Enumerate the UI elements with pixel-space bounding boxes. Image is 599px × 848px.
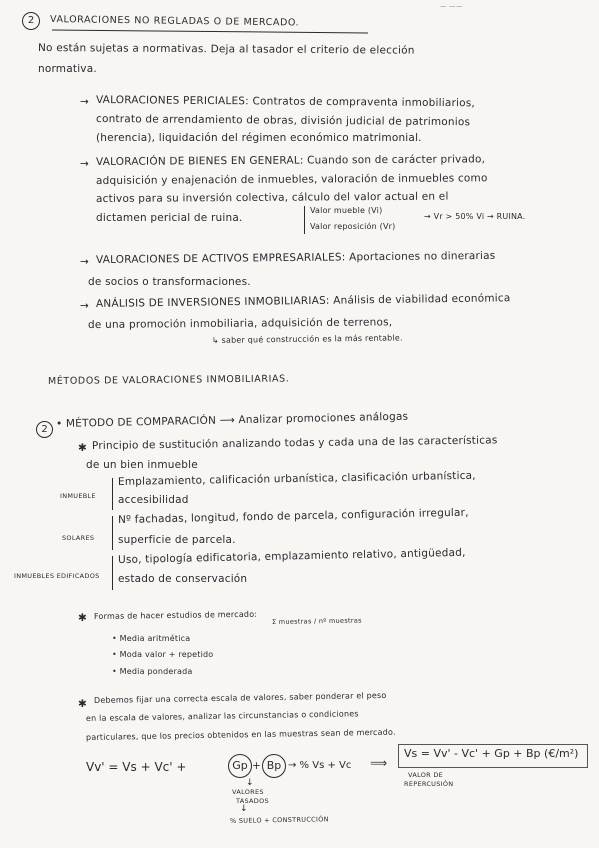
intro-line-2: normativa. (38, 63, 97, 75)
item-periciales-line-3: (herencia), liquidación del régimen económico matrimonial. (96, 132, 422, 144)
group-inmueble-line-2: accesibilidad (118, 494, 189, 506)
section-number: 2 (27, 15, 35, 26)
formas-title: Formas de hacer estudios de mercado: (93, 609, 258, 621)
ruina-valor-mueble: Valor mueble (Vi) (310, 206, 383, 215)
formula-implies: ⟹ (370, 756, 388, 770)
principio-line-1: Principio de sustitución analizando todas y cada una de las características (91, 434, 498, 452)
bp-label: Bp (266, 759, 282, 772)
bullet-arrow: → (80, 96, 89, 108)
bullet-arrow: → (80, 300, 89, 312)
gp-circle (228, 754, 252, 778)
group-brace (112, 478, 113, 510)
metodo-comparacion-heading: • MÉTODO DE COMPARACIÓN ⟶ Analizar promociones análogas (55, 410, 409, 430)
principio-line-2: de un bien inmueble (86, 459, 198, 471)
item-periciales-line-1: VALORACIONES PERICIALES: Contratos de compraventa inmobiliarios, (95, 94, 476, 110)
group-brace (112, 516, 113, 550)
note-suelo-construccion: % SUELO + CONSTRUCCIÓN (229, 815, 329, 825)
group-solares-line-2: superficie de parcela. (118, 534, 236, 546)
item-inversiones-line-2: de una promoción inmobiliaria, adquisición de terrenos, (87, 316, 393, 331)
item-bienes-line-1: VALORACIÓN DE BIENES EN GENERAL: Cuando son de carácter privado, (95, 153, 486, 168)
escala-line-1: Debemos fijar una correcta escala de valores, saber ponderar el peso (93, 690, 387, 705)
item-inversiones-line-1: ANÁLISIS DE INVERSIONES INMOBILIARIAS: Análisis de viabilidad económica (95, 292, 511, 310)
group-edificados-line-1: Uso, tipología edificatoria, emplazamiento relativo, antigüedad, (117, 546, 466, 566)
group-brace (112, 556, 113, 590)
group-solares-line-1: Nº fachadas, longitud, fondo de parcela, configuración irregular, (117, 506, 469, 526)
item-bienes-line-4: dictamen pericial de ruina. (96, 212, 243, 224)
bp-circle (262, 754, 286, 778)
item-activos-line-1: VALORACIONES DE ACTIVOS EMPRESARIALES: Aportaciones no dinerarias (95, 249, 496, 266)
metodos-number-circle (36, 421, 53, 438)
note-valores: VALORES (232, 788, 264, 796)
forma-media-ponderada: • Media ponderada (112, 667, 193, 676)
formula-left: Vv' = Vs + Vc' + (86, 760, 187, 774)
metodos-title: MÉTODOS DE VALORACIONES INMOBILIARIAS. (47, 373, 290, 387)
escala-line-3: particulares, que los precios obtenidos en las muestras sean de mercado. (85, 727, 396, 742)
group-label-inmueble: INMUEBLE (60, 492, 96, 500)
item-bienes-line-2: adquisición y enajenación de inmuebles, valoración de inmuebles como (95, 172, 488, 187)
plus-sign: + (252, 760, 261, 772)
star-icon: ✱ (78, 698, 87, 710)
group-label-solares: SOLARES (62, 534, 95, 542)
bullet-arrow: → (80, 158, 89, 170)
intro-line-1: No están sujetas a normativas. Deja al tasador el criterio de elección (37, 42, 415, 57)
formula-right: → % Vs + Vc (288, 760, 352, 771)
down-arrow-icon: ↓ (246, 778, 254, 788)
ruina-brace (304, 206, 305, 234)
forma-label: Media aritmética (119, 634, 191, 643)
item-activos-line-2: de socios o transformaciones. (88, 276, 251, 288)
section-title: VALORACIONES NO REGLADAS O DE MERCADO. (49, 14, 300, 29)
forma-moda: • Moda valor + repetido (112, 650, 214, 659)
escala-line-2: en la escala de valores, analizar las circunstancias o condiciones (85, 709, 359, 723)
star-icon: ✱ (78, 612, 87, 624)
metodos-number: 2 (41, 424, 48, 435)
formula-boxed: Vs = Vv' - Vc' + Gp + Bp (€/m²) (404, 747, 579, 760)
forma-label: Moda valor + repetido (119, 650, 214, 659)
forma-media-aritmetica: • Media aritmética (112, 634, 191, 643)
forma-label: Media ponderada (119, 667, 193, 676)
group-edificados-line-2: estado de conservación (118, 573, 248, 585)
arrow-note: ↳ saber qué construcción es la más rentable. (211, 333, 403, 345)
group-inmueble-line-1: Emplazamiento, calificación urbanística, clasificación urbanística, (117, 469, 476, 488)
note-tasados: TASADOS (236, 797, 269, 805)
down-arrow-icon: ↓ (240, 804, 248, 814)
formas-note: Σ muestras / nº muestras (271, 616, 362, 626)
item-bienes-line-3: activos para su inversión colectiva, cálculo del valor actual en el (95, 190, 449, 205)
header-mark: — —— (440, 2, 463, 10)
note-repercusion: REPERCUSIÓN (404, 780, 454, 788)
bullet-arrow: → (80, 256, 89, 268)
group-label-inmuebles-edificados: INMUEBLES EDIFICADOS (14, 572, 100, 580)
star-icon: ✱ (78, 442, 87, 454)
ruina-valor-reposicion: Valor reposición (Vr) (310, 222, 396, 231)
ruina-result: → Vr > 50% Vi → RUINA. (424, 212, 526, 221)
gp-label: Gp (232, 759, 248, 772)
item-periciales-line-2: contrato de arrendamiento de obras, división judicial de patrimonios (95, 113, 471, 129)
note-valor-de: VALOR DE (408, 771, 444, 779)
